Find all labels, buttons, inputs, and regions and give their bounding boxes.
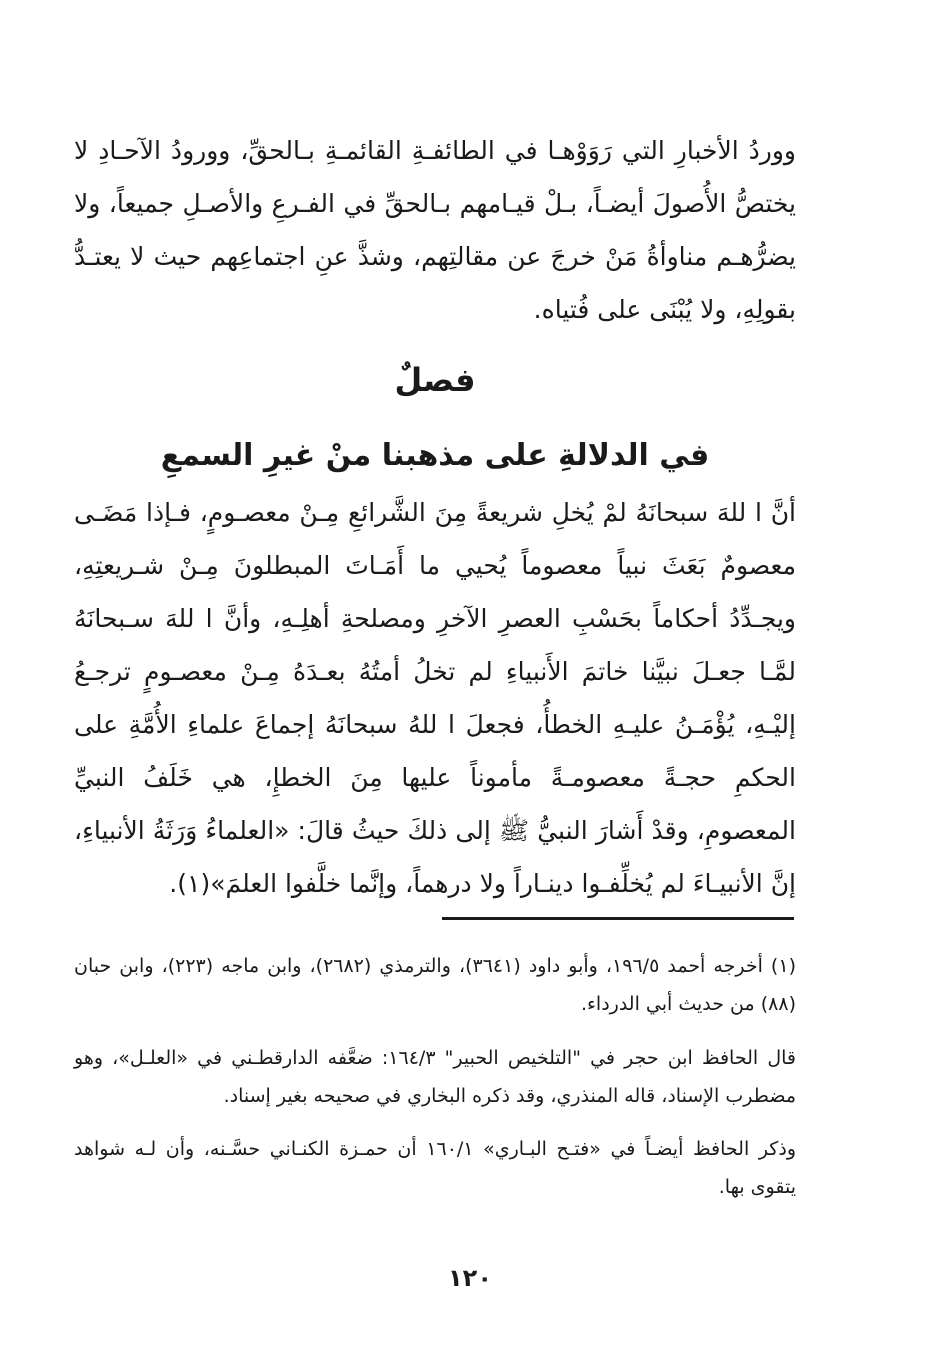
- footnote-3: وذكر الحافظ أيضـاً في «فتـح البـاري» ١٦٠/١ أن حمـزة الكنـاني حسَّـنه، وأن لـه شواهد يتقوى بها.: [74, 1138, 796, 1198]
- footnote-separator: [442, 917, 794, 920]
- page-number: ١٢٠: [448, 1264, 492, 1292]
- footnote-1: (١) أخرجه أحمد ١٩٦/٥، وأبو داود (٣٦٤١)، والترمذي (٢٦٨٢)، وابن ماجه (٢٢٣)، وابن حبان (٨٨) من حديث أبي الدرداء.: [74, 955, 796, 1015]
- body-paragraph-2: أنَّ ا للهَ سبحانَهُ لمْ يُخلِ شريعةً مِنَ الشَّرائعِ مِـنْ معصـومٍ، فـإذا مَضَـى معصومٌ بَعَثَ نبياً معصوماً يُحيي ما أَمَـاتَ المبطلونَ مِـنْ شـريعتِهِ، ويجـدِّدُ أحكاماً بحَسْبِ العصرِ الآخرِ ومصلحةِ أهلِـهِ، وأنَّ ا للهَ سـبحانَهُ لمَّـا جعـلَ نبيَّنا خاتمَ الأَنبياءِ لم تخلُ أمتُهُ بعـدَهُ مِـنْ معصـومٍ ترجـعُ إليْـهِ، يُؤْمَـنُ عليـهِ الخطأُ، فجعلَ ا للهُ سبحانَهُ إجماعَ علماءِ الأُمَّةِ على الحكمِ حجـةً معصومـةً مأموناً عليها مِنَ الخطإِ، هي خَلَفُ النبيِّ المعصومِ، وقدْ أَشارَ النبيُّ ﷺ إلى ذلكَ حيثُ قالَ: «العلماءُ وَرَثَةُ الأنبياءِ، إنَّ الأنبيـاءَ لم يُخلِّفـوا دينـاراً ولا درهماً، وإنَّما خلَّفوا العلمَ»(١).: [74, 498, 796, 898]
- footnote-2: قال الحافظ ابن حجر في "التلخيص الحبير" ١٦٤/٣: ضعَّفه الدارقطـني في «العلـل»، وهو مضطرب الإسناد، قاله المنذري، وقد ذكره البخاري في صحيحه بغير إسناد.: [74, 1047, 796, 1107]
- section-heading: فصلٌ: [394, 361, 476, 399]
- section-subheading: في الدلالةِ على مذهبنا منْ غيرِ السمعِ: [160, 438, 710, 473]
- body-paragraph-1: ووردُ الأخبارِ التي رَوَوْهـا في الطائفـةِ القائمـةِ بـالحقِّ، وورودُ الآحـادِ لا يختصُّ الأُصولَ أيضـاً، بـلْ قيـامهم بـالحقِّ في الفـرعِ والأصـلِ جميعاً، ولا يضرُّهـم مناوأةُ مَنْ خرجَ عن مقالتِهم، وشذَّ عنِ اجتماعِهم حيث لا يعتـدُّ بقولِهِ، ولا يُبْنَى على فُتياه.: [74, 136, 796, 324]
